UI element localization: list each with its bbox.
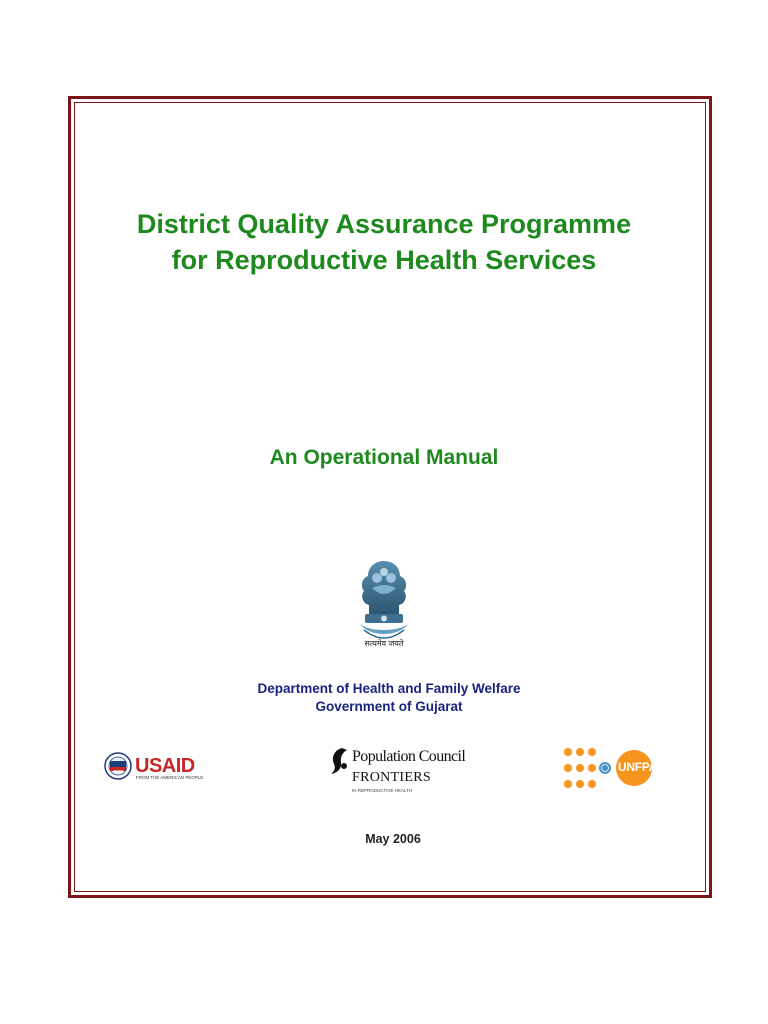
- title-line-1: District Quality Assurance Programme: [136, 209, 632, 239]
- population-council-wordmark: Population Council: [352, 748, 466, 765]
- usaid-logo: [104, 748, 208, 784]
- usaid-wordmark: USAID: [135, 754, 195, 777]
- frontiers-tagline: IN REPRODUCTIVE HEALTH: [352, 788, 413, 793]
- department-name: Department of Health and Family Welfare: [257, 681, 521, 696]
- government-name: Government of Gujarat: [315, 699, 463, 714]
- publication-date: May 2006: [365, 832, 421, 846]
- usaid-tagline: FROM THE AMERICAN PEOPLE: [136, 775, 204, 780]
- population-council-mark-icon: [328, 746, 350, 776]
- national-emblem-icon: [350, 558, 418, 650]
- title-line-2: for Reproductive Health Services: [171, 245, 597, 275]
- document-title: [0, 206, 768, 278]
- document-subtitle: An Operational Manual: [269, 446, 499, 469]
- department-block: [0, 680, 768, 716]
- national-emblem: [350, 558, 418, 650]
- emblem-motto: सत्यमेव जयते: [364, 639, 404, 648]
- population-council-logo: [328, 746, 466, 798]
- frontiers-wordmark: FRONTIERS: [352, 770, 431, 785]
- unfpa-dots-icon: [560, 744, 616, 792]
- unfpa-logo: [560, 744, 664, 792]
- usaid-seal-icon: [104, 752, 132, 780]
- unfpa-wordmark: UNFPA: [618, 760, 657, 774]
